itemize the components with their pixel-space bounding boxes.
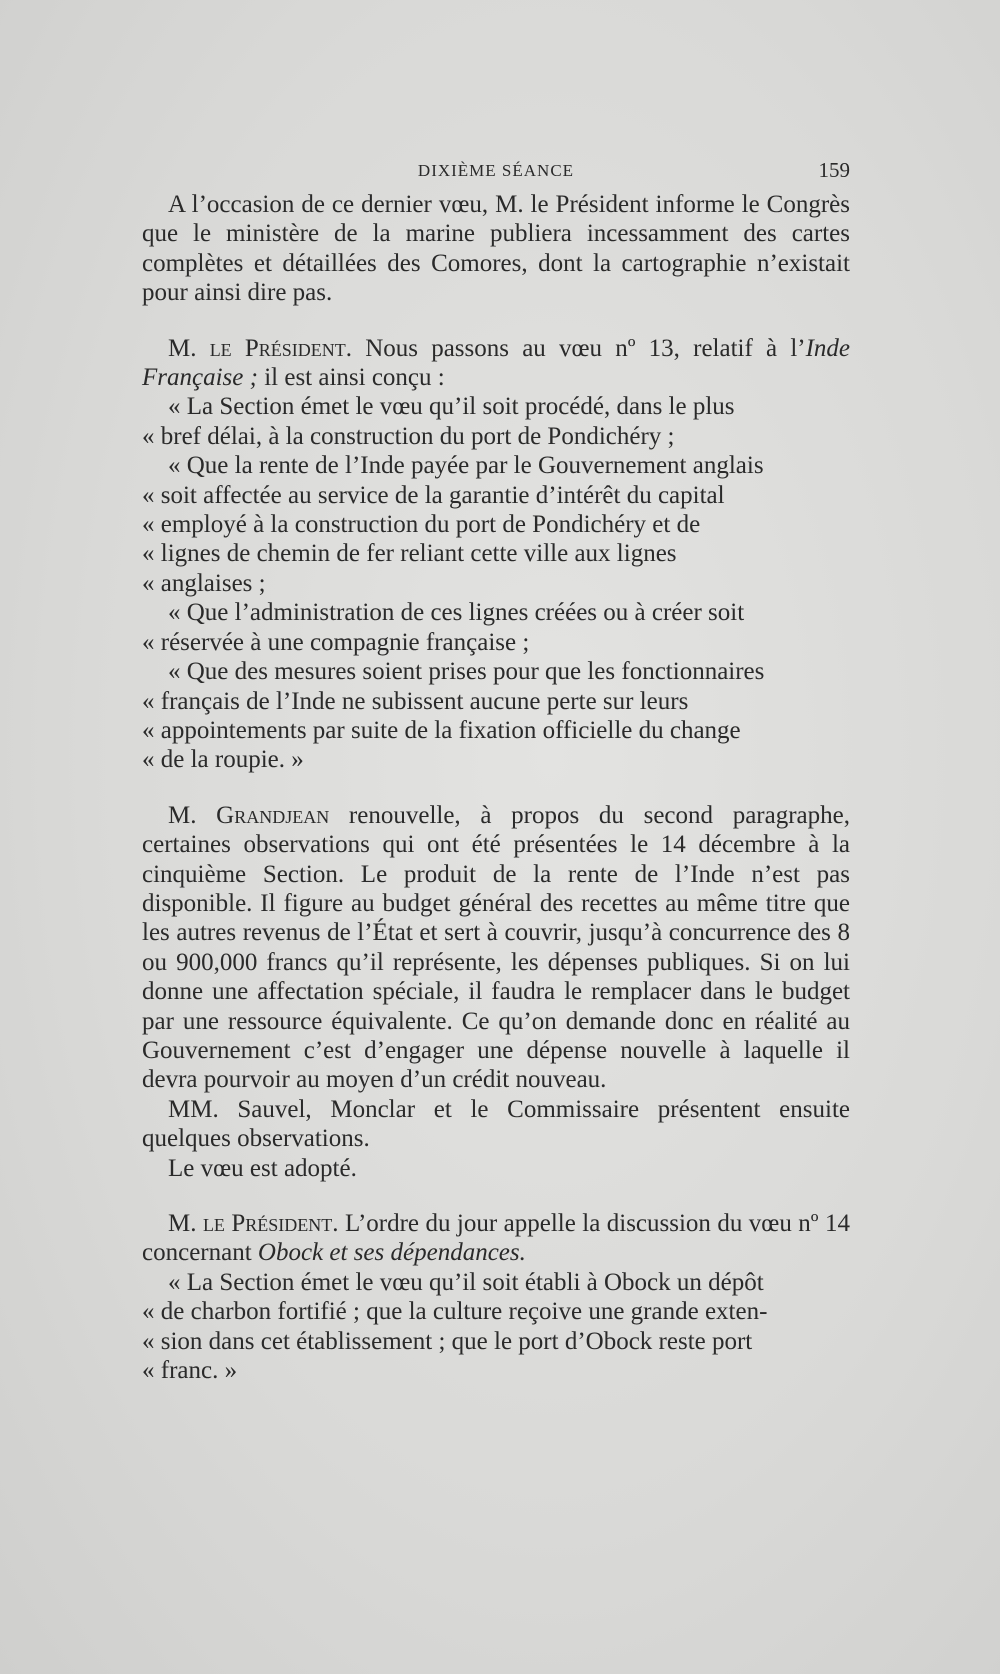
paragraph-president-voeu-14: [142, 1209, 850, 1268]
topic-italic: Obock et ses dépendances.: [257, 1239, 526, 1267]
paragraph-text: renouvelle, à propos du second paragraphe, certaines observations qui ont été présentées le 14 décembre à la cinquième Section. Le produit de la rente de l’Inde n’est pas disponible. Il figure au budget général des recettes au même titre que les autres revenus de l’État et sert à couvrir, jusqu’à concurrence des 8 ou 900,000 francs qu’il représente, les dépenses publiques. Si on lui donne une affectation spéciale, il faudra le remplacer dans le budget par une ressource équivalente. Ce qu’on demande donc en réalité au Gouvernement c’est d’engager une dépense nouvelle à laquelle il devra pourvoir au moyen d’un crédit nouveau.: [142, 801, 850, 1094]
paragraph-text: . Nous passons au vœu nº 13, relatif à: [345, 334, 791, 362]
paragraph-comores: A l’occasion de ce dernier vœu, M. le Président informe le Congrès que le ministère de la marine publiera incessamment des cartes complètes et détaillées des Comores, dont la cartographie n’existait pour ainsi dire pas.: [142, 191, 850, 307]
topic-italic: Inde Française ;: [142, 334, 851, 392]
page-header: [142, 158, 850, 188]
quote-line: « La Section émet le vœu qu’il soit procédé, dans le plus: [168, 393, 735, 421]
quote-line: « de la roupie. »: [142, 746, 304, 774]
paragraph-grandjean: [142, 801, 850, 1095]
quote-voeu-13: [142, 392, 850, 774]
speaker-prefix: M.: [168, 1210, 203, 1237]
quote-line: « anglaises ;: [142, 569, 266, 597]
paragraph-observations: MM. Sauvel, Monclar et le Commissaire présentent ensuite quelques observations.: [142, 1095, 850, 1153]
quote-line: « Que la rente de l’Inde payée par le Gouvernement anglais: [168, 452, 764, 480]
quote-line: « français de l’Inde ne subissent aucune perte sur leurs: [142, 687, 689, 715]
speaker-prefix: M.: [168, 334, 210, 362]
quote-line: « bref délai, à la construction du port de Pondichéry ;: [142, 422, 675, 450]
quote-line: « employé à la construction du port de Pondichéry et de: [142, 511, 701, 539]
page-body: [142, 190, 850, 1385]
paragraph-adopted: Le vœu est adopté.: [168, 1154, 357, 1182]
quote-line: « sion dans cet établissement ; que le port d’Obock reste port: [142, 1327, 753, 1355]
quote-line: « réservée à une compagnie française ;: [142, 628, 530, 656]
page-number: 159: [818, 158, 850, 182]
quote-line: « appointements par suite de la fixation officielle du change: [142, 716, 741, 744]
running-head: DIXIÈME SÉANCE: [417, 161, 575, 180]
quote-line: « lignes de chemin de fer reliant cette ville aux lignes: [142, 540, 677, 568]
speaker-name: le Président: [209, 334, 346, 362]
paragraph-text-end: il est ainsi conçu :: [257, 364, 445, 392]
paragraph-president-voeu-13: [142, 334, 850, 393]
paragraph-text: . L’ordre du jour appelle la discussion du vœu nº 14 concernant: [142, 1210, 851, 1267]
speaker-name: le Président: [202, 1210, 333, 1237]
article-text: l’: [790, 334, 806, 362]
speaker-prefix: M.: [168, 801, 217, 829]
quote-voeu-14: [142, 1268, 850, 1386]
speaker-name: Grandjean: [216, 801, 330, 829]
quote-line: « de charbon fortifié ; que la culture reçoive une grande exten-: [142, 1298, 768, 1326]
quote-line: « Que des mesures soient prises pour que les fonctionnaires: [168, 658, 765, 686]
quote-line: « Que l’administration de ces lignes créées ou à créer soit: [168, 599, 745, 627]
quote-line: « La Section émet le vœu qu’il soit établi à Obock un dépôt: [168, 1268, 764, 1296]
quote-line: « franc. »: [142, 1357, 238, 1385]
quote-line: « soit affectée au service de la garantie d’intérêt du capital: [142, 481, 725, 509]
